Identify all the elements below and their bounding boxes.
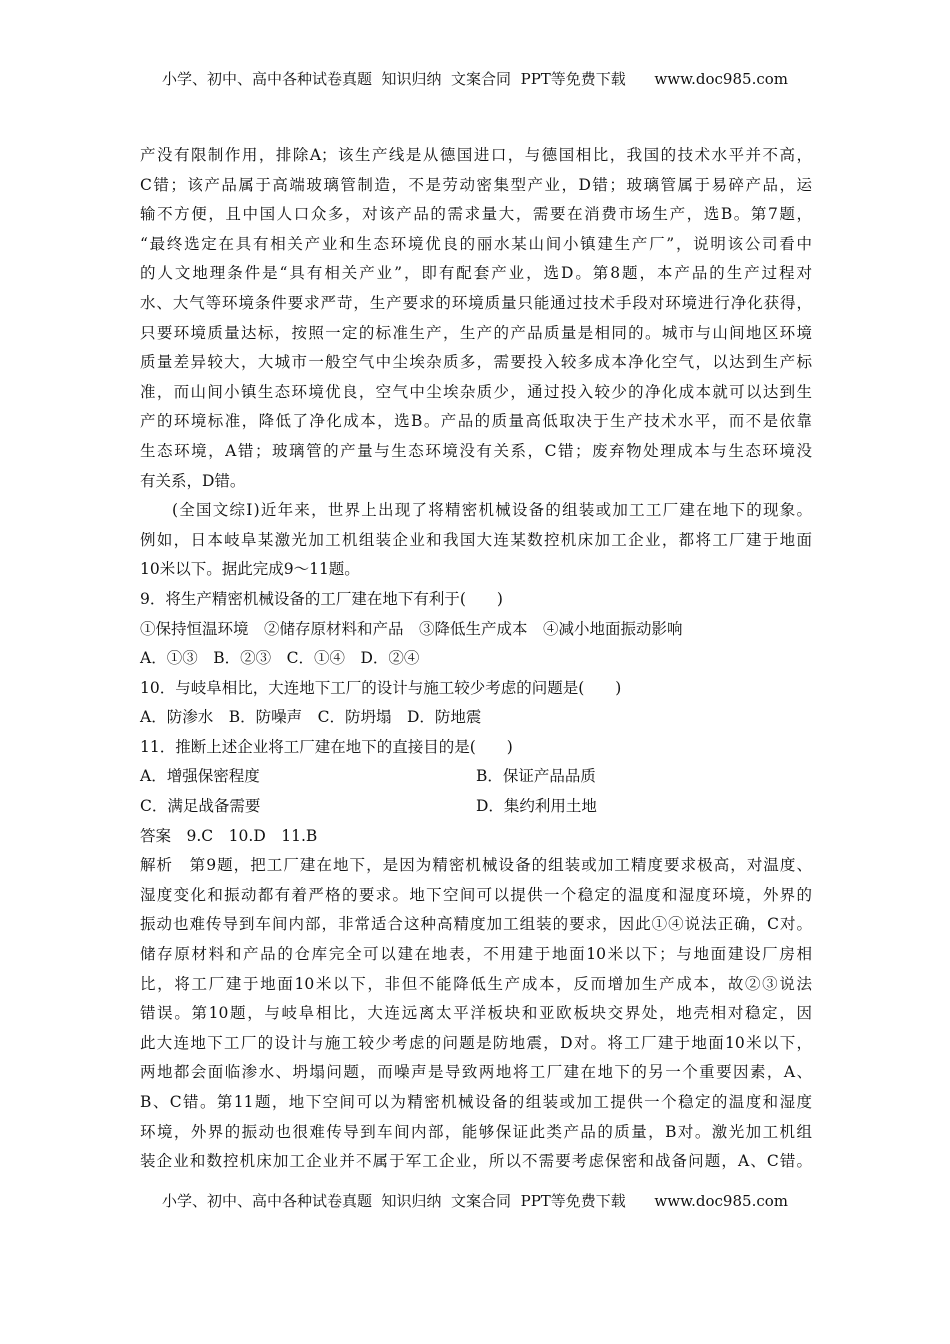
- text-line: [140, 851, 812, 881]
- text-line-content: 第9题，把工厂建在地下，是因为精密机械设备的组装或加工精度要求极高，对温度、: [173, 856, 812, 875]
- text-line: 环境，外界的振动也很难传导到车间内部，能够保证此类产品的质量，B对。激光加工机组: [140, 1122, 812, 1141]
- text-line: 输不方便，且中国人口众多，对该产品的需求量大，需要在消费市场生产，选B。第7题，: [140, 205, 812, 224]
- document-body: [140, 141, 812, 1177]
- question-11-options-row-2: [140, 792, 812, 822]
- option-d: D．集约利用土地: [476, 797, 597, 816]
- text-line: 振动也难传导到车间内部，非常适合这种高精度加工组装的要求，因此①④说法正确，C对。: [140, 915, 812, 934]
- text-line: 湿度变化和振动都有着严格的要求。地下空间可以提供一个稳定的温度和湿度环境，外界的: [140, 885, 812, 904]
- text-line: 只要环境质量达标，按照一定的标准生产，生产的产品质量是相同的。城市与山间地区环境: [140, 323, 812, 342]
- passage-paragraph: [140, 496, 812, 585]
- answer-label: 答案: [140, 826, 172, 845]
- analysis-paragraph: [140, 851, 812, 1177]
- question-9-options: A．①③ B．②③ C．①④ D．②④: [140, 649, 420, 668]
- answer-text: 9.C 10.D 11.B: [171, 826, 318, 845]
- text-line: 装企业和数控机床加工企业并不属于军工企业，所以不需要考虑保密和战备问题，A、C错。: [140, 1152, 812, 1171]
- text-line: 产没有限制作用，排除A；该生产线是从德国进口，与德国相比，我国的技术水平并不高，: [140, 146, 812, 164]
- question-11-options-row-1: [140, 762, 812, 792]
- text-line: 的人文地理条件是“具有相关产业”，即有配套产业，选D。第8题，本产品的生产过程对: [140, 264, 812, 283]
- text-line: 错误。第10题，与岐阜相比，大连远离太平洋板块和亚欧板块交界处，地壳相对稳定，因: [140, 1004, 812, 1023]
- text-line: (全国文综Ⅰ)近年来，世界上出现了将精密机械设备的组装或加工工厂建在地下的现象。: [172, 501, 812, 520]
- question-11-stem: 11．推断上述企业将工厂建在地下的直接目的是( ): [140, 737, 513, 756]
- text-line: “最终选定在具有相关产业和生态环境优良的丽水某山间小镇建生产厂”，说明该公司看中: [140, 234, 812, 253]
- text-line: 两地都会面临渗水、坍塌问题，而噪声是导致两地将工厂建在地下的另一个重要因素，A、: [140, 1063, 812, 1082]
- question-9-stem: 9．将生产精密机械设备的工厂建在地下有利于( ): [140, 589, 503, 608]
- option-c: C．满足战备需要: [140, 797, 261, 816]
- text-line: 产的环境标准，降低了净化成本，选B。产品的质量高低取决于生产技术水平，而不是依靠: [140, 412, 812, 431]
- text-line: 生态环境，A错；玻璃管的产量与生态环境没有关系，C错；废弃物处理成本与生态环境没: [140, 441, 812, 460]
- page-header: 小学、初中、高中各种试卷真题 知识归纳 文案合同 PPT等免费下载 www.doc985.com: [161, 70, 788, 88]
- option-b: B．保证产品品质: [476, 767, 596, 786]
- analysis-label: 解析: [140, 856, 174, 875]
- text-line: 10米以下。据此完成9～11题。: [140, 560, 360, 579]
- explanation-paragraph: [140, 141, 812, 496]
- text-line: 此大连地下工厂的设计与施工较少考虑的问题是防地震，D对。将工厂建于地面10米以下，: [140, 1033, 812, 1052]
- question-10-options: A．防渗水 B．防噪声 C．防坍塌 D．防地震: [140, 708, 482, 727]
- question-9-items: ①保持恒温环境 ②储存原材料和产品 ③降低生产成本 ④减小地面振动影响: [140, 619, 683, 638]
- page-footer: 小学、初中、高中各种试卷真题 知识归纳 文案合同 PPT等免费下载 www.doc985.com: [161, 1192, 788, 1210]
- option-a: A．增强保密程度: [140, 767, 260, 786]
- text-line: 比，将工厂建于地面10米以下，非但不能降低生产成本，反而增加生产成本，故②③说法: [140, 974, 812, 993]
- text-line: 准，而山间小镇生态环境优良，空气中尘埃杂质少，通过投入较少的净化成本就可以达到生: [140, 382, 812, 401]
- answer-line: [140, 822, 812, 852]
- text-line: C错；该产品属于高端玻璃管制造，不是劳动密集型产业，D错；玻璃管属于易碎产品，运: [140, 175, 812, 194]
- question-10-stem: 10．与岐阜相比，大连地下工厂的设计与施工较少考虑的问题是( ): [140, 678, 622, 697]
- text-line: B、C错。第11题，地下空间可以为精密机械设备的组装或加工提供一个稳定的温度和湿度: [140, 1093, 812, 1111]
- text-line: 有关系，D错。: [140, 471, 246, 490]
- text-line: 例如，日本岐阜某激光加工机组装企业和我国大连某数控机床加工企业，都将工厂建于地面: [140, 530, 812, 549]
- text-line: 水、大气等环境条件要求严苛，生产要求的环境质量只能通过技术手段对环境进行净化获得，: [140, 293, 812, 312]
- text-line: 储存原材料和产品的仓库完全可以建在地表，不用建于地面10米以下；与地面建设厂房相: [140, 945, 812, 964]
- text-line: 质量差异较大，大城市一般空气中尘埃杂质多，需要投入较多成本净化空气，以达到生产标: [140, 353, 812, 372]
